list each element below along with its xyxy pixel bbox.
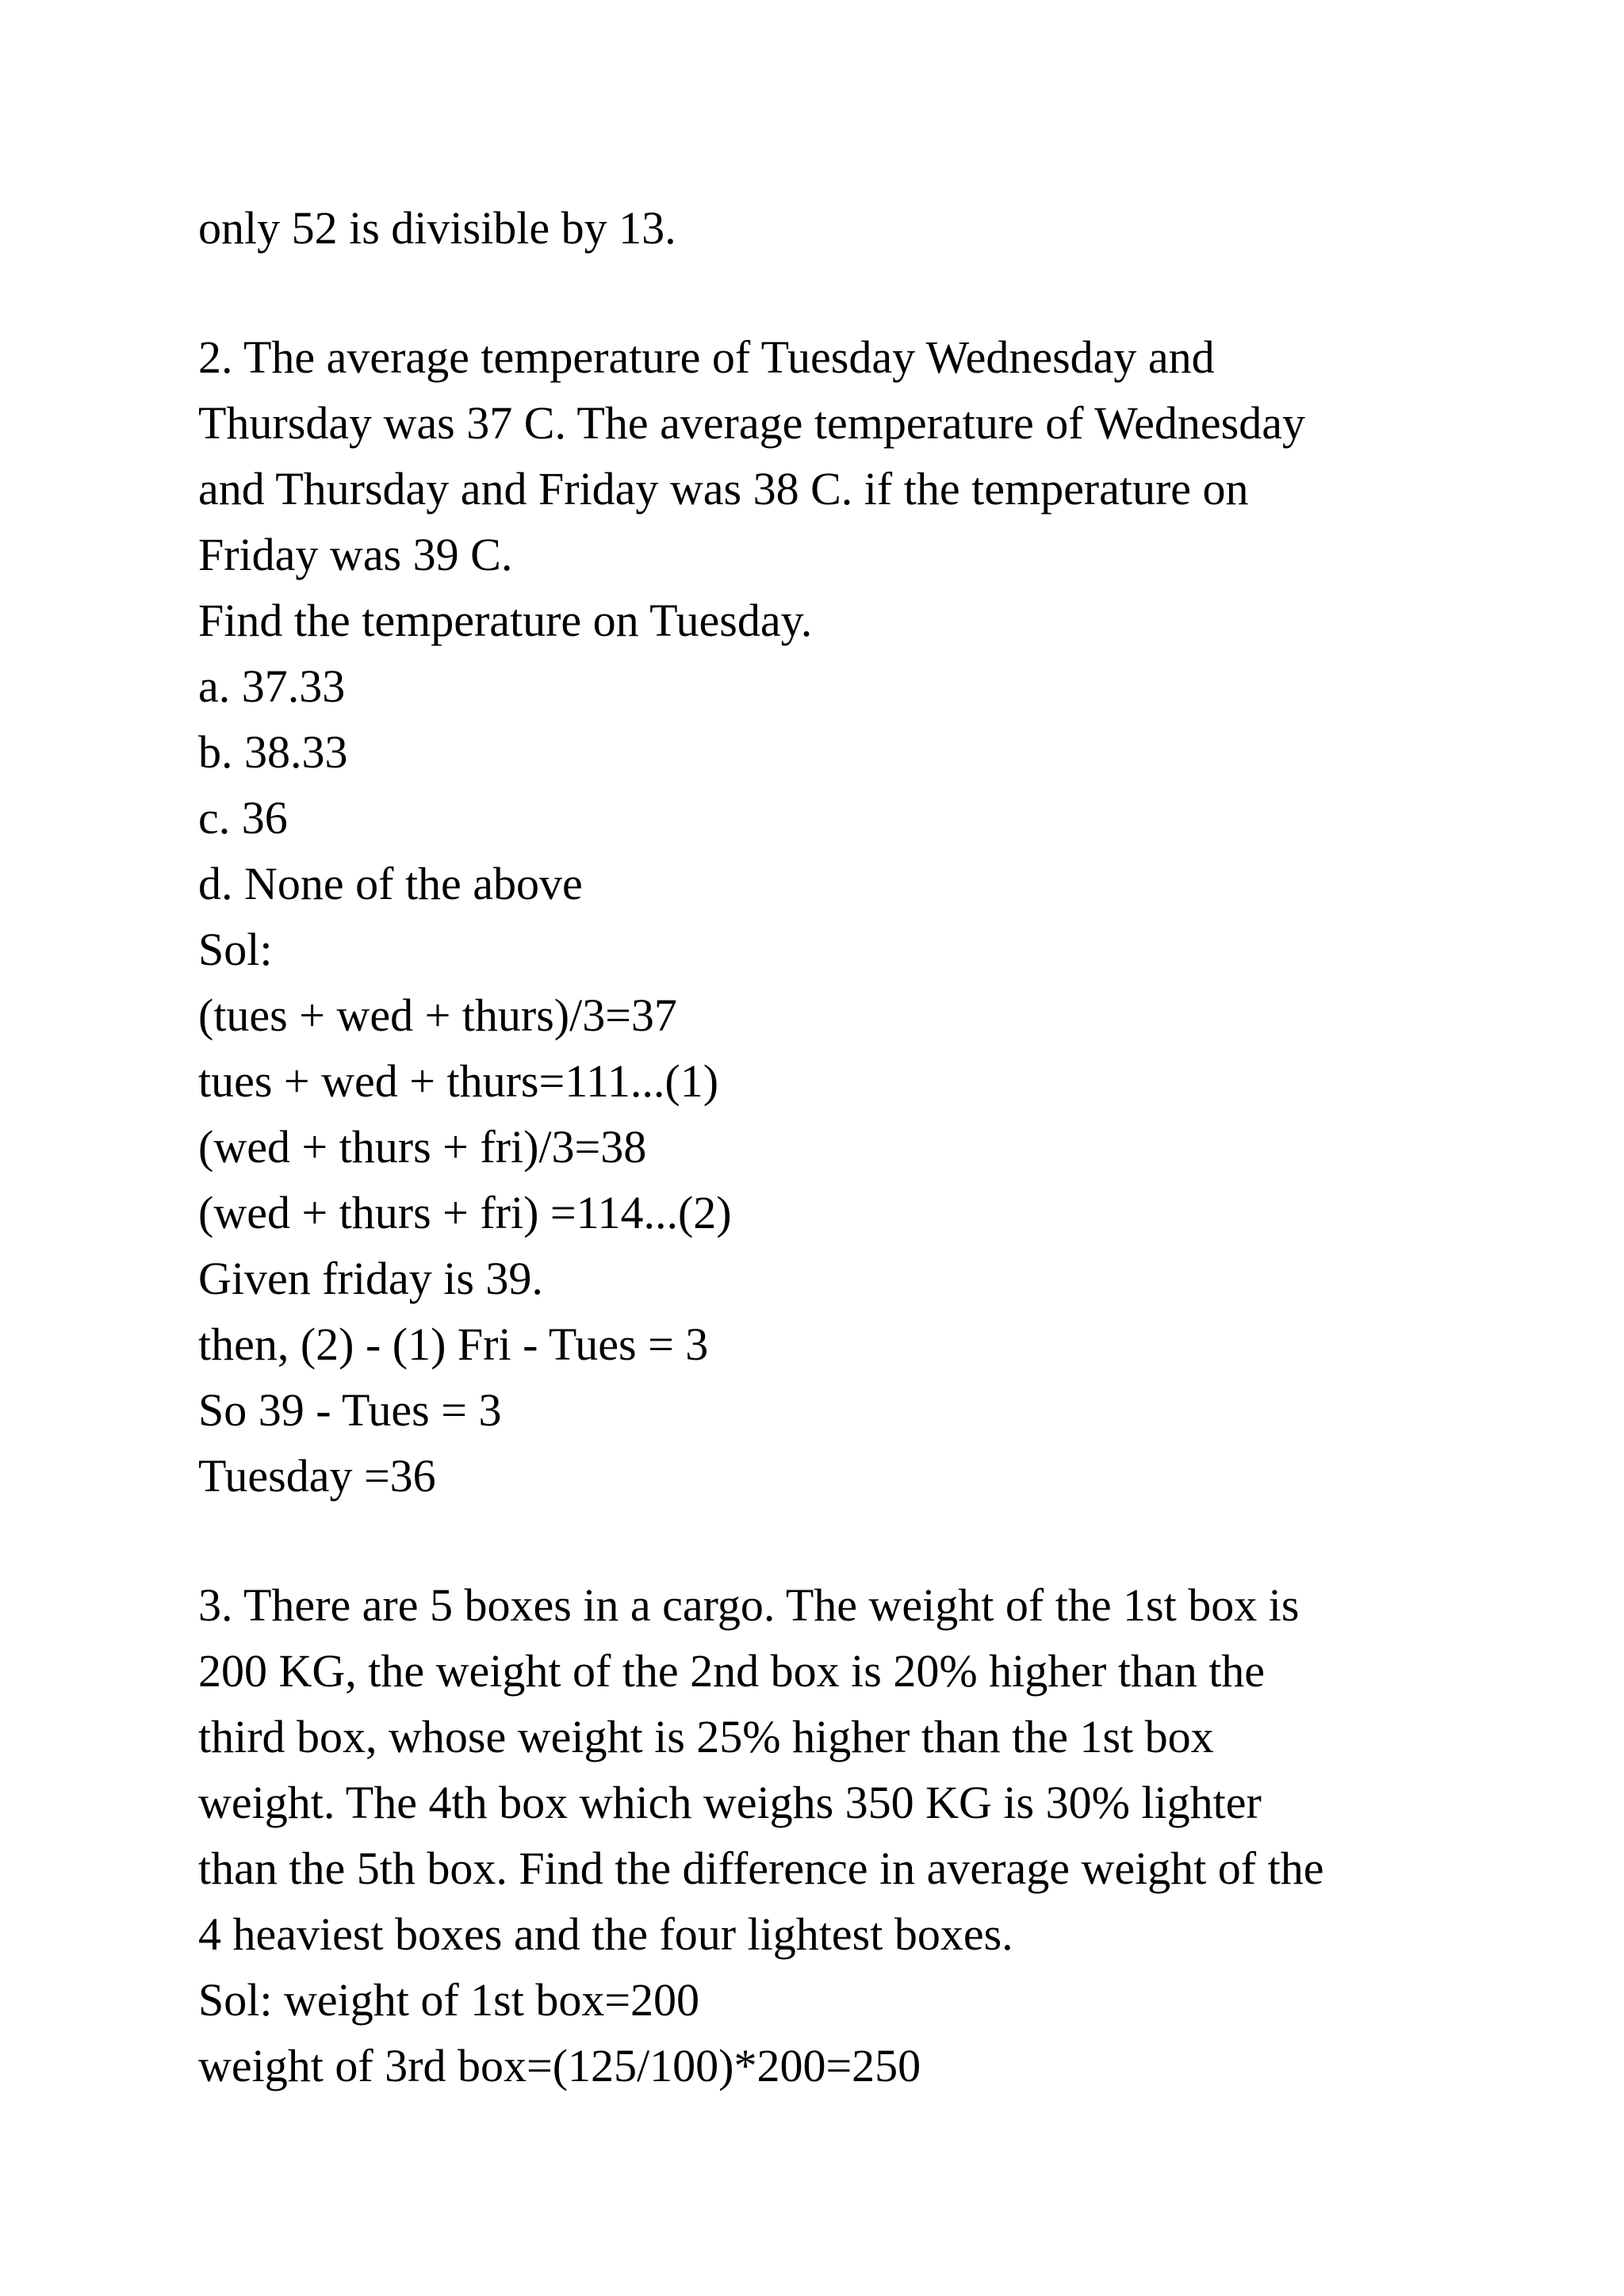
option-a: a. 37.33 — [198, 660, 346, 712]
solution-step: tues + wed + thurs=111...(1) — [198, 1055, 719, 1107]
option-c: c. 36 — [198, 792, 288, 844]
document-body — [198, 195, 1499, 2099]
question-2-text: Friday was 39 C. — [198, 529, 513, 580]
question-3-text: third box, whose weight is 25% higher than the 1st box — [198, 1711, 1214, 1762]
solution-step: Given friday is 39. — [198, 1253, 543, 1304]
intro-line: only 52 is divisible by 13. — [198, 202, 676, 254]
question-2-prompt: Find the temperature on Tuesday. — [198, 595, 813, 646]
question-2-text: Thursday was 37 C. The average temperature of Wednesday — [198, 397, 1305, 449]
question-3-text: 200 KG, the weight of the 2nd box is 20% higher than the — [198, 1645, 1266, 1697]
option-b: b. 38.33 — [198, 726, 348, 778]
solution-step: weight of 3rd box=(125/100)*200=250 — [198, 2040, 921, 2091]
question-3-text: 3. There are 5 boxes in a cargo. The weight of the 1st box is — [198, 1579, 1300, 1631]
question-3-text: weight. The 4th box which weighs 350 KG is 30% lighter — [198, 1777, 1262, 1828]
question-2-text: 2. The average temperature of Tuesday Wednesday and — [198, 331, 1215, 383]
question-3-text: than the 5th box. Find the difference in average weight of the — [198, 1843, 1324, 1894]
solution-step: Sol: weight of 1st box=200 — [198, 1974, 700, 2026]
solution-label: Sol: — [198, 924, 273, 975]
solution-step: (wed + thurs + fri) =114...(2) — [198, 1187, 732, 1238]
solution-step: So 39 - Tues = 3 — [198, 1384, 502, 1436]
paragraph-gap — [198, 1509, 1499, 1572]
solution-step: (wed + thurs + fri)/3=38 — [198, 1121, 647, 1173]
question-3-text: 4 heaviest boxes and the four lightest boxes. — [198, 1908, 1013, 1960]
solution-step: then, (2) - (1) Fri - Tues = 3 — [198, 1318, 709, 1370]
paragraph-gap — [198, 261, 1499, 324]
question-2-text: and Thursday and Friday was 38 C. if the temperature on — [198, 463, 1249, 515]
option-d: d. None of the above — [198, 858, 583, 909]
solution-answer: Tuesday =36 — [198, 1450, 436, 1502]
solution-step: (tues + wed + thurs)/3=37 — [198, 989, 677, 1041]
